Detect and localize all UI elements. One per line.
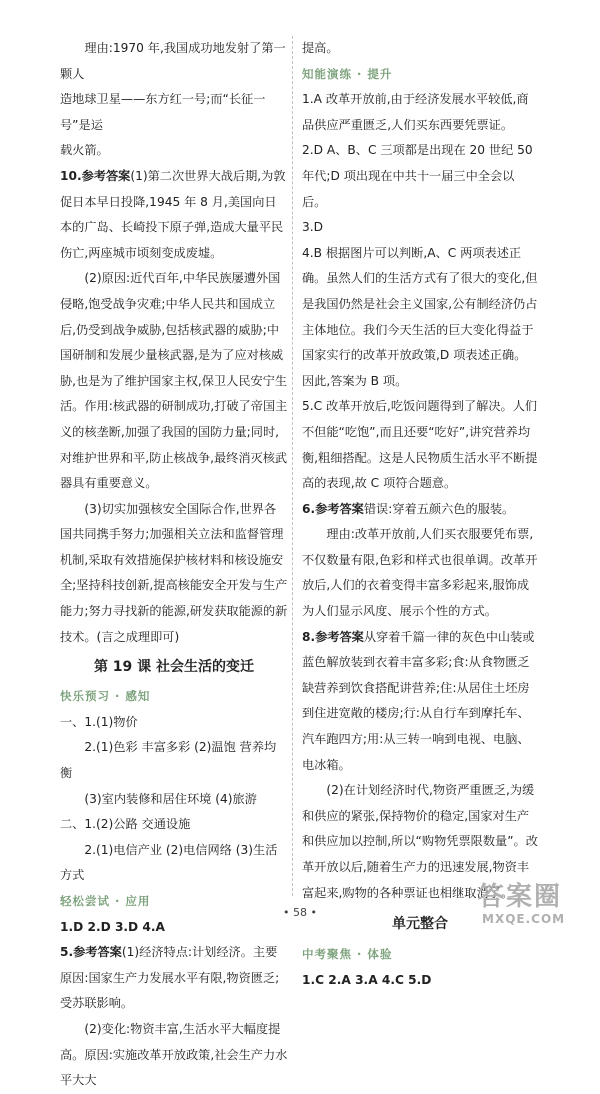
unit-title: 单元整合 (392, 916, 448, 933)
answer-text: 从穿着千篇一律的灰色中山装或蓝色解放装到衣着丰富多彩;食:从食物匮乏缺营养到饮食搭配讲营养;住:从居住土坯房到住进宽敞的楼房;行:从自行车到摩托车、汽车跑四方;用:从三转一响到电视、电脑、电冰箱。 (302, 629, 535, 772)
reason-line-1: 理由:1970 年,我国成功地发射了第一颗人 (60, 41, 286, 81)
section-tag-exam: 中考聚焦 · 体验 (302, 947, 393, 962)
section-tag-preview: 快乐预习 · 感知 (60, 689, 151, 704)
section-2-line-1: 二、1.(2)公路 交通设施 (60, 817, 191, 832)
page-number: • 58 • (283, 906, 317, 919)
continued-line: 提高。 (302, 41, 339, 55)
watermark-url: MXQE.COM (482, 912, 566, 926)
exam-choice-answers: 1.C 2.A 3.A 4.C 5.D (302, 972, 432, 987)
multiple-choice-answers: 1.D 2.D 3.D 4.A (60, 919, 165, 934)
answer-label: 参考答案 (73, 945, 122, 960)
reason-line-3: 载火箭。 (60, 143, 109, 158)
answer-1: 1.A 改革开放前,由于经济发展水平较低,商品供应严重匮乏,人们买东西要凭票证。 (302, 92, 529, 132)
answer-text: (1)经济特点:计划经济。主要原因:国家生产力发展水平有限,物资匮乏;受苏联影响。 (60, 945, 280, 1011)
answer-text: (1)第二次世界大战后期,为敦促日本早日投降,1945 年 8 月,美国向日本的广岛、长崎投下原子弹,造成大量平民伤亡,两座城市顷刻变成废墟。 (60, 168, 286, 260)
answer-4: 4.B 根据图片可以判断,A、C 两项表述正确。虽然人们的生活方式有了很大的变化,但是我国仍然是社会主义国家,公有制经济仍占主体地位。我们今天生活的巨大变化得益于国家实行的改革开放政策,D 项表述正确。因此,答案为 B 项。 (302, 245, 538, 388)
answer-6 (302, 497, 538, 523)
answer-10-part-3: (3)切实加强核安全国际合作,世界各国共同携手努力;加强相关立法和监督管理机制,采取有效措施保护核材料和核设施安全;坚持科技创新,提高核能安全开发与生产能力;努力寻找新的能源,研发获取能源的新技术。(言之成理即可) (60, 501, 288, 644)
column-divider (292, 36, 293, 896)
question-number: 5. (60, 945, 74, 960)
watermark-text: 答案圈 (478, 882, 563, 912)
answer-6-reason: 理由:改革开放前,人们买衣服要凭布票,不仅数量有限,色彩和样式也很单调。改革开放后,人们的衣着变得丰富多彩起来,服饰成为人们显示风度、展示个性的方式。 (302, 527, 538, 619)
left-column (60, 36, 288, 1094)
answer-5 (60, 940, 288, 1017)
answer-text: 错误:穿着五颜六色的服装。 (363, 501, 515, 516)
answer-label: 参考答案 (81, 168, 131, 183)
right-column (302, 36, 538, 993)
question-number: 6. (302, 501, 316, 516)
section-tag-practice: 轻松尝试 · 应用 (60, 894, 151, 908)
section-2-line-2: 2.(1)电信产业 (2)电信网络 (3)生活方式 (60, 842, 278, 883)
watermark-logo (478, 882, 590, 926)
answer-2: 2.D A、B、C 三项都是出现在 20 世纪 50 年代;D 项出现在中共十一届三中全会以后。 (302, 143, 533, 209)
answer-label: 参考答案 (315, 501, 364, 516)
answer-5-part-2: (2)变化:物资丰富,生活水平大幅度提高。原因:实施改革开放政策,社会生产力水平大大 (60, 1021, 288, 1088)
answer-10-part-2: (2)原因:近代百年,中华民族屡遭外国侵略,饱受战争灾难;中华人民共和国成立后,仍受到战争威胁,包括核武器的威胁;中国研制和发展少量核武器,是为了应对核威胁,也是为了维护国家主权,保卫人民安宁生活。作用:核武器的研制成功,打破了帝国主义的核垄断,加强了我国的国防力量;同时,对维护世界和平,防止核战争,最终消灭核武器具有重要意义。 (60, 271, 288, 491)
question-number: 8. (302, 629, 316, 644)
answer-5: 5.C 改革开放后,吃饭问题得到了解决。人们不但能“吃饱”,而且还要“吃好”,讲究营养均衡,粗细搭配。这是人民物质生活水平不断提高的表现,故 C 项符合题意。 (302, 399, 538, 491)
answer-3: 3.D (302, 220, 324, 235)
reason-line-2: 造地球卫星——东方红一号;而“长征一号”是运 (60, 92, 266, 132)
section-1-line-3: (3)室内装修和居住环境 (4)旅游 (84, 791, 257, 806)
section-1-line-1: 一、1.(1)物价 (60, 714, 138, 729)
answer-10 (60, 164, 288, 266)
section-tag-drill: 知能演练 · 提升 (302, 66, 393, 81)
lesson-title: 第 19 课 社会生活的变迁 (93, 659, 255, 676)
answer-8 (302, 625, 538, 779)
answer-8-part-2: (2)在计划经济时代,物资严重匮乏,为缓和供应的紧张,保持物价的稳定,国家对生产和供应加以控制,所以“购物凭票限数量”。改革开放以后,随着生产力的迅速发展,物资丰富起来,购物的各种票证也相继取消了。 (302, 783, 538, 900)
question-number: 10. (60, 168, 82, 183)
answer-label: 参考答案 (315, 629, 364, 644)
section-1-line-2: 2.(1)色彩 丰富多彩 (2)温饱 营养均衡 (60, 740, 277, 781)
